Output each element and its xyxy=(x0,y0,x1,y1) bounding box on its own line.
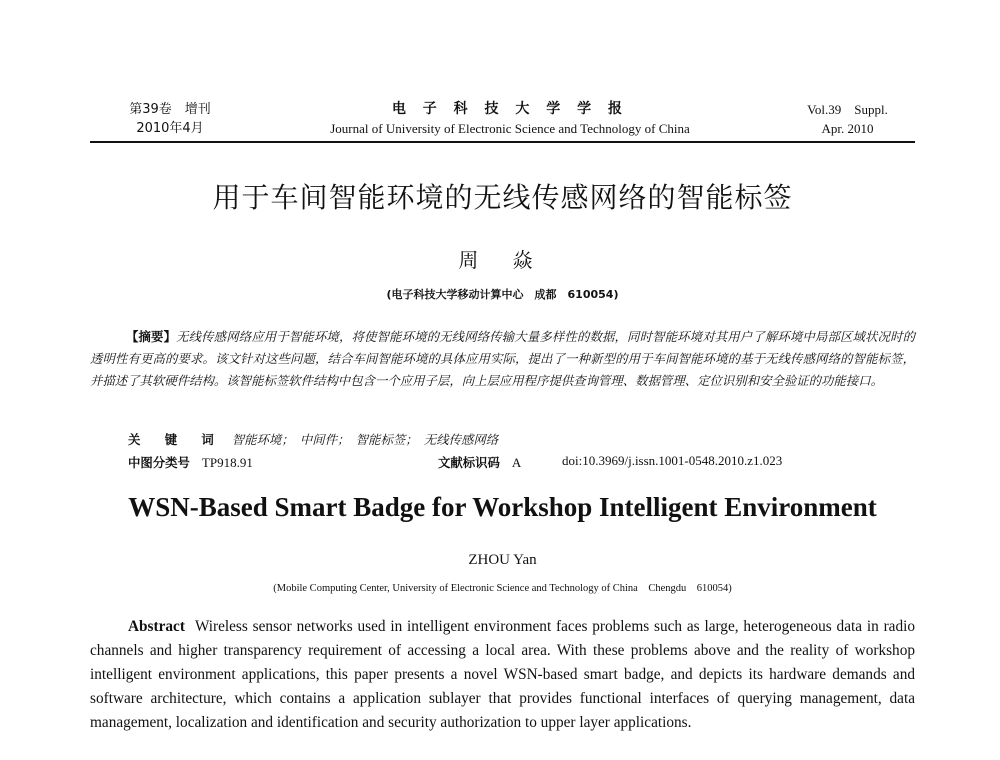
title-en: WSN-Based Smart Badge for Workshop Intelligent Environment xyxy=(128,492,877,522)
volume-en: Vol.39 Suppl. xyxy=(807,102,888,117)
journal-name-cn: 电 子 科 技 大 学 学 报 xyxy=(391,101,629,117)
abstract-en-label: Abstract xyxy=(128,618,185,635)
abstract-cn xyxy=(90,326,915,392)
clc-value: TP918.91 xyxy=(201,455,253,470)
document-code xyxy=(438,453,521,471)
doc-code-value: A xyxy=(511,455,522,470)
affiliation-cn: (电子科技大学移动计算中心 成都 610054) xyxy=(386,288,619,301)
affiliation-en: (Mobile Computing Center, University of Electronic Science and Technology of China Chengdu 610054) xyxy=(273,583,732,594)
keywords-value: 智能环境； 中间件； 智能标签； 无线传感网络 xyxy=(231,432,499,447)
header-volume-en xyxy=(780,100,915,138)
journal-name-en: Journal of University of Electronic Science and Technology of China xyxy=(330,121,690,136)
author-en: ZHOU Yan xyxy=(468,552,537,568)
header-rule xyxy=(90,141,915,143)
date-cn: 2010年4月 xyxy=(136,121,204,136)
abstract-cn-label: 【摘要】 xyxy=(126,329,177,344)
header-journal xyxy=(290,100,730,138)
doi: doi:10.3969/j.issn.1001-0548.2010.z1.023 xyxy=(562,453,783,468)
author-cn: 周 焱 xyxy=(458,248,547,272)
abstract-en xyxy=(90,615,915,735)
volume-cn: 第39卷 增刊 xyxy=(129,102,211,117)
keywords-label: 关 键 词 xyxy=(128,432,224,447)
abstract-en-text: Wireless sensor networks used in intelligent environment faces problems such as large, heterogeneous data in radio channels and higher transparency requirement of accessing a local area. With these problems above and the reality of workshop intelligent environment applications, this paper presents a novel WSN-based smart badge, and depicts its hardware demands and software architecture, which contains a application sublayer that provides functional interfaces of querying management, data management, localization and identification and security authorization to upper layer applications. xyxy=(90,618,915,731)
title-cn: 用于车间智能环境的无线传感网络的智能标签 xyxy=(212,181,793,214)
date-en: Apr. 2010 xyxy=(821,121,874,136)
classification-line xyxy=(128,453,918,471)
doc-code-label: 文献标识码 xyxy=(438,455,500,470)
keywords-cn xyxy=(128,430,498,448)
abstract-cn-text: 无线传感网络应用于智能环境，将使智能环境的无线网络传输大量多样性的数据，同时智能环境对其用户了解环境中局部区域状况时的透明性有更高的要求。该文针对这些问题，结合车间智能环境的具体应用实际，提出了一种新型的用于车间智能环境的基于无线传感网络的智能标签，并描述了其软硬件结构。该智能标签软件结构中包含一个应用子层，向上层应用程序提供查询管理、数据管理、定位识别和安全验证的功能接口。 xyxy=(90,329,916,388)
clc-label: 中图分类号 xyxy=(128,455,190,470)
header-volume-cn xyxy=(90,100,250,138)
